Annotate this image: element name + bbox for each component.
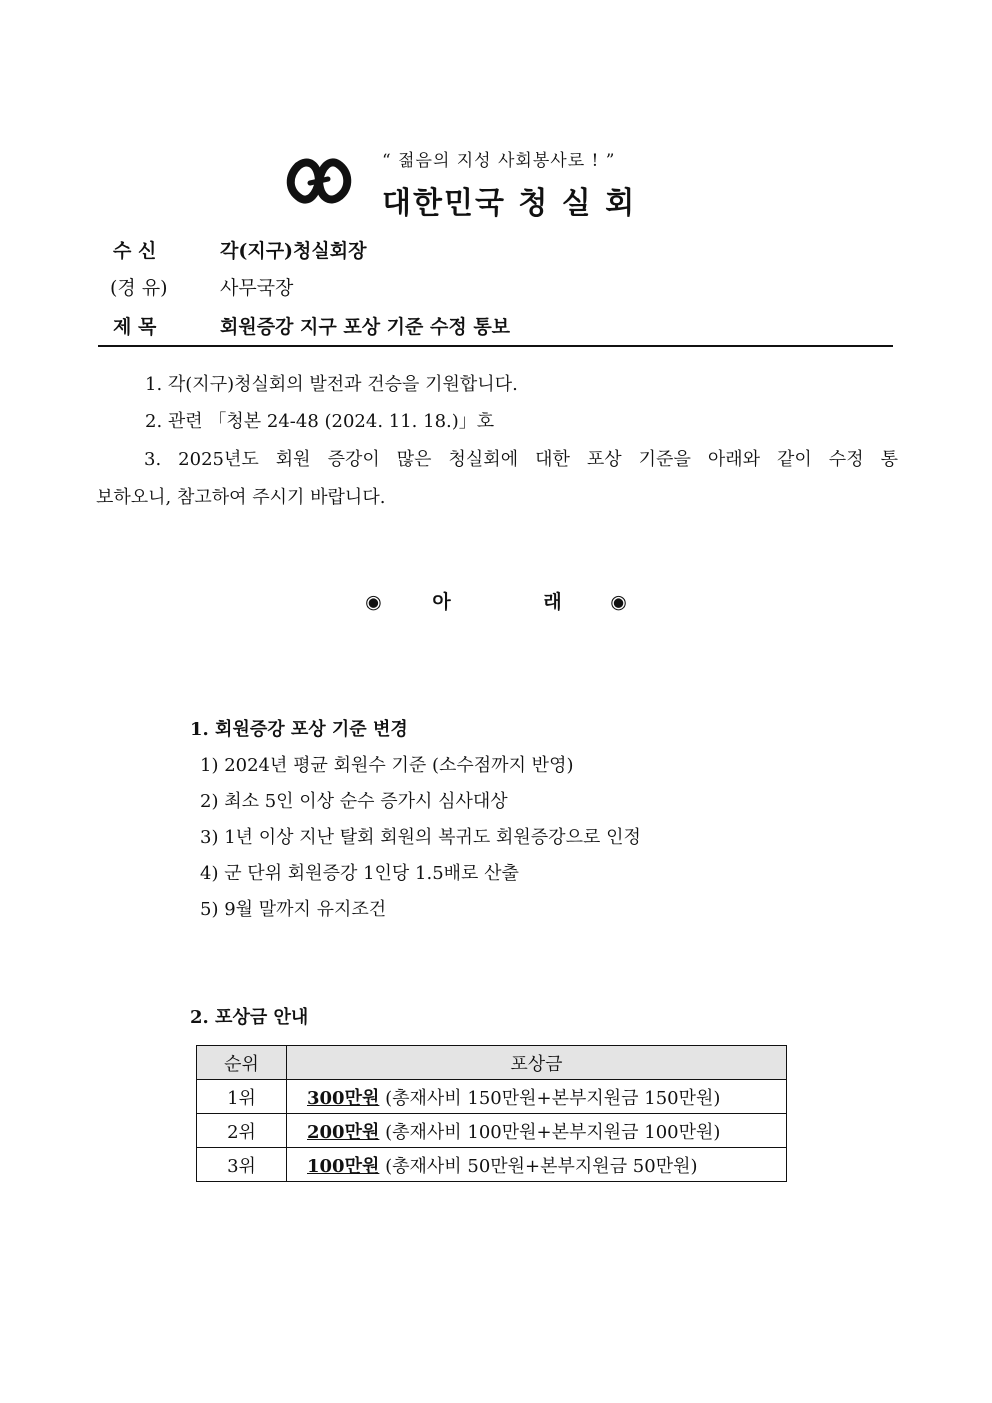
table-header-row: [197, 1046, 787, 1080]
via-value: 사무국장: [220, 277, 294, 299]
prize-detail: (총재사비 150만원+본부지원금 150만원): [379, 1087, 721, 1109]
notice-right-mark: ◉: [610, 591, 627, 613]
notice-word-2: 래: [543, 591, 562, 613]
slogan: “ 젊음의 지성 사회봉사로 ! ”: [382, 151, 616, 171]
section-1-item: 3) 1년 이상 지난 탈회 회원의 복귀도 회원증강으로 인정: [200, 827, 641, 848]
via-label: (경 유): [110, 277, 168, 299]
section-1-item: 1) 2024년 평균 회원수 기준 (소수점까지 반영): [200, 755, 574, 776]
rank-cell: 2위: [197, 1114, 287, 1148]
prize-amount: 100만원: [307, 1155, 380, 1177]
paragraph-1: 1. 각(지구)청실회의 발전과 건승을 기원합니다.: [145, 374, 518, 395]
paragraph-3: [96, 445, 898, 509]
prize-cell: [287, 1080, 787, 1114]
table-row: [197, 1080, 787, 1114]
notice-word-1: 아: [432, 591, 451, 613]
cheongsilhoe-logo-icon: [286, 152, 352, 210]
to-value: 각(지구)청실회장: [220, 240, 367, 262]
subject-value: 회원증강 지구 포상 기준 수정 통보: [220, 316, 511, 338]
table-row: [197, 1148, 787, 1182]
section-1-item: 4) 군 단위 회원증강 1인당 1.5배로 산출: [200, 863, 519, 884]
section-1-item: 5) 9월 말까지 유지조건: [200, 899, 387, 920]
section-1-title: 1. 회원증강 포상 기준 변경: [190, 719, 408, 740]
prize-detail: (총재사비 100만원+본부지원금 100만원): [379, 1121, 721, 1143]
rank-cell: 3위: [197, 1148, 287, 1182]
prize-cell: [287, 1148, 787, 1182]
prize-header: 포상금: [287, 1046, 787, 1080]
paragraph-2: 2. 관련 「청본 24-48 (2024. 11. 18.)」호: [145, 411, 495, 432]
reward-table: [196, 1045, 787, 1182]
prize-amount: 300만원: [307, 1087, 380, 1109]
notice-left-mark: ◉: [365, 591, 382, 613]
section-1-item: 2) 최소 5인 이상 순수 증가시 심사대상: [200, 791, 508, 812]
paragraph-3-line-1: 3. 2025년도 회원 증강이 많은 청실회에 대한 포상 기준을 아래와 같이 수정 통: [144, 449, 898, 470]
subject-label: 제 목: [113, 316, 157, 338]
prize-detail: (총재사비 50만원+본부지원금 50만원): [379, 1155, 698, 1177]
prize-amount: 200만원: [307, 1121, 380, 1143]
prize-cell: [287, 1114, 787, 1148]
paragraph-3-line-2: 보하오니, 참고하여 주시기 바랍니다.: [96, 487, 386, 508]
table-row: [197, 1114, 787, 1148]
rank-header: 순위: [197, 1046, 287, 1080]
organization-name: 대한민국 청 실 회: [382, 186, 637, 221]
section-2-title: 2. 포상금 안내: [190, 1007, 309, 1028]
header-divider: [98, 345, 893, 347]
to-label: 수 신: [113, 240, 157, 262]
notice-heading: [0, 587, 992, 614]
rank-cell: 1위: [197, 1080, 287, 1114]
